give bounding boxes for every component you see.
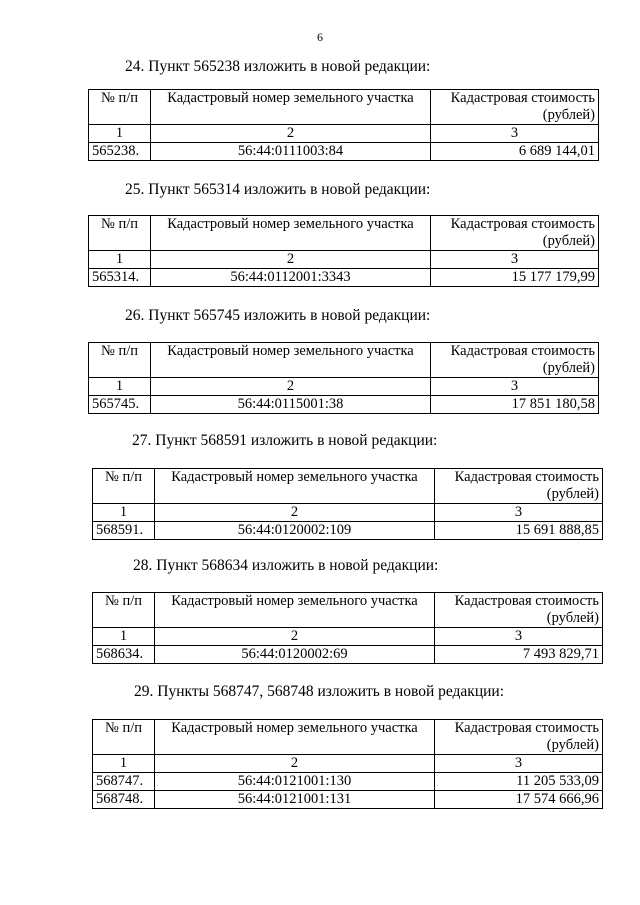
row-number: 565238.	[89, 143, 151, 161]
column-number: 1	[93, 504, 155, 522]
table-header-row	[93, 469, 603, 504]
column-number: 1	[89, 251, 151, 269]
cadastral-value: 11 205 533,09	[435, 773, 603, 791]
column-number-row	[89, 378, 599, 396]
column-number: 3	[431, 125, 599, 143]
cadastral-number: 56:44:0120002:109	[155, 522, 435, 540]
column-number: 2	[151, 251, 431, 269]
header-no: № п/п	[93, 593, 155, 628]
table-row	[93, 773, 603, 791]
row-number: 568591.	[93, 522, 155, 540]
cadastral-value: 6 689 144,01	[431, 143, 599, 161]
column-number: 2	[151, 125, 431, 143]
row-number: 568748.	[93, 791, 155, 809]
header-cadastral-number: Кадастровый номер земельного участка	[151, 90, 431, 125]
cadastral-number: 56:44:0115001:38	[151, 396, 431, 414]
header-no: № п/п	[89, 216, 151, 251]
section-24	[88, 58, 608, 161]
section-29	[88, 683, 608, 809]
cadastral-table	[88, 342, 599, 414]
header-no: № п/п	[89, 90, 151, 125]
row-number: 568747.	[93, 773, 155, 791]
header-cadastral-number: Кадастровый номер земельного участка	[151, 216, 431, 251]
column-number: 2	[155, 504, 435, 522]
section-27	[88, 432, 608, 540]
section-28	[88, 557, 608, 664]
table-row	[89, 269, 599, 287]
column-number: 2	[155, 755, 435, 773]
table-row	[93, 646, 603, 664]
table-header-row	[93, 720, 603, 755]
table-header-row	[89, 216, 599, 251]
header-cadastral-number: Кадастровый номер земельного участка	[151, 343, 431, 378]
column-number-row	[93, 504, 603, 522]
table-header-row	[93, 593, 603, 628]
header-cadastral-value: Кадастровая стоимость (рублей)	[435, 469, 603, 504]
cadastral-value: 17 574 666,96	[435, 791, 603, 809]
header-cadastral-value: Кадастровая стоимость (рублей)	[431, 216, 599, 251]
header-no: № п/п	[89, 343, 151, 378]
column-number: 1	[93, 628, 155, 646]
cadastral-table	[88, 89, 599, 161]
header-cadastral-number: Кадастровый номер земельного участка	[155, 593, 435, 628]
cadastral-number: 56:44:0121001:131	[155, 791, 435, 809]
cadastral-value: 7 493 829,71	[435, 646, 603, 664]
table-row	[89, 143, 599, 161]
section-26	[88, 307, 608, 414]
table-header-row	[89, 90, 599, 125]
header-cadastral-value: Кадастровая стоимость (рублей)	[435, 720, 603, 755]
column-number-row	[93, 628, 603, 646]
column-number: 1	[89, 125, 151, 143]
column-number: 1	[93, 755, 155, 773]
column-number-row	[89, 125, 599, 143]
column-number: 3	[431, 251, 599, 269]
column-number: 1	[89, 378, 151, 396]
column-number: 2	[151, 378, 431, 396]
cadastral-table	[92, 468, 603, 540]
section-heading: 27. Пункт 568591 изложить в новой редакции:	[132, 432, 438, 449]
column-number: 2	[155, 628, 435, 646]
cadastral-value: 15 177 179,99	[431, 269, 599, 287]
cadastral-value: 15 691 888,85	[435, 522, 603, 540]
header-cadastral-value: Кадастровая стоимость (рублей)	[435, 593, 603, 628]
section-heading: 24. Пункт 565238 изложить в новой редакции:	[125, 58, 431, 75]
cadastral-table	[92, 592, 603, 664]
column-number: 3	[435, 504, 603, 522]
table-row	[93, 791, 603, 809]
page-number: 6	[317, 30, 323, 44]
header-no: № п/п	[93, 720, 155, 755]
column-number: 3	[431, 378, 599, 396]
cadastral-number: 56:44:0111003:84	[151, 143, 431, 161]
column-number-row	[93, 755, 603, 773]
table-header-row	[89, 343, 599, 378]
cadastral-number: 56:44:0121001:130	[155, 773, 435, 791]
row-number: 565745.	[89, 396, 151, 414]
table-row	[93, 522, 603, 540]
section-heading: 29. Пункты 568747, 568748 изложить в новой редакции:	[134, 683, 505, 700]
section-heading: 25. Пункт 565314 изложить в новой редакции:	[125, 181, 431, 198]
header-cadastral-number: Кадастровый номер земельного участка	[155, 720, 435, 755]
table-row	[89, 396, 599, 414]
column-number: 3	[435, 628, 603, 646]
column-number-row	[89, 251, 599, 269]
row-number: 565314.	[89, 269, 151, 287]
header-cadastral-value: Кадастровая стоимость (рублей)	[431, 90, 599, 125]
cadastral-number: 56:44:0120002:69	[155, 646, 435, 664]
header-cadastral-value: Кадастровая стоимость (рублей)	[431, 343, 599, 378]
header-no: № п/п	[93, 469, 155, 504]
cadastral-table	[88, 215, 599, 287]
section-heading: 28. Пункт 568634 изложить в новой редакции:	[133, 557, 439, 574]
section-25	[88, 181, 608, 287]
header-cadastral-number: Кадастровый номер земельного участка	[155, 469, 435, 504]
column-number: 3	[435, 755, 603, 773]
section-heading: 26. Пункт 565745 изложить в новой редакции:	[125, 307, 431, 324]
row-number: 568634.	[93, 646, 155, 664]
cadastral-value: 17 851 180,58	[431, 396, 599, 414]
cadastral-table	[92, 719, 603, 809]
cadastral-number: 56:44:0112001:3343	[151, 269, 431, 287]
